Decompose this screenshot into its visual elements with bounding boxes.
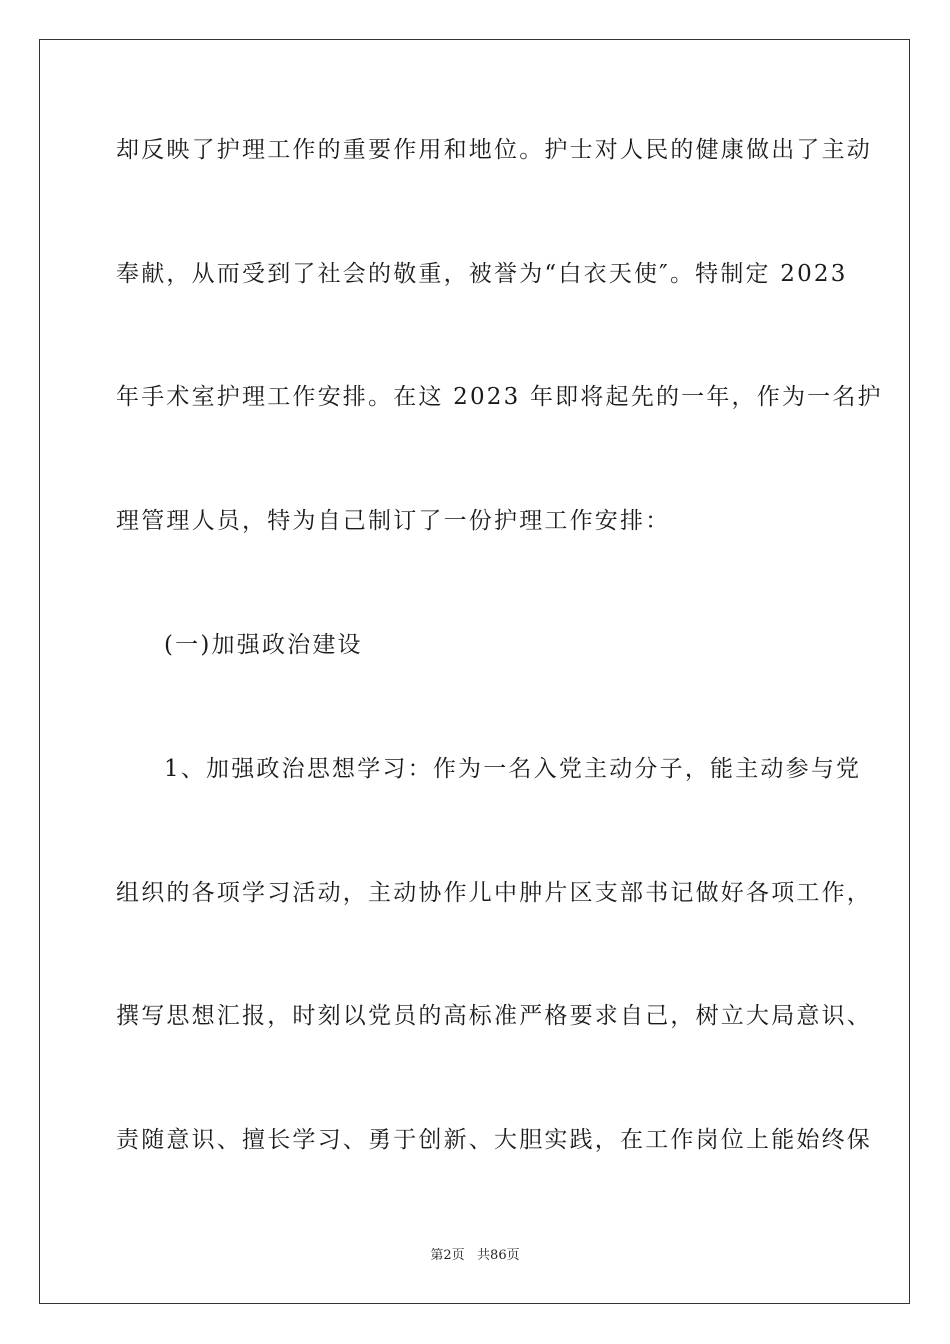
body-text-line: 理管理人员，特为自己制订了一份护理工作安排： (116, 508, 671, 534)
section-heading: (一)加强政治建设 (164, 632, 363, 658)
body-text-line: 责随意识、擅长学习、勇于创新、大胆实践，在工作岗位上能始终保 (116, 1127, 872, 1153)
page-number-footer: 第2页 共86页 (430, 1248, 520, 1263)
body-text-line: 奉献，从而受到了社会的敬重，被誉为“白衣天使″。特制定 2023 (116, 261, 848, 287)
body-text-line: 组织的各项学习活动，主动协作儿中肿片区支部书记做好各项工作， (116, 880, 872, 906)
body-text-line: 撰写思想汇报，时刻以党员的高标准严格要求自己，树立大局意识、 (116, 1003, 872, 1029)
page-border (39, 39, 910, 1304)
body-text-line: 年手术室护理工作安排。在这 2023 年即将起先的一年，作为一名护 (116, 384, 883, 410)
body-text-line: 1、加强政治思想学习：作为一名入党主动分子，能主动参与党 (164, 756, 862, 782)
body-text-line: 却反映了护理工作的重要作用和地位。护士对人民的健康做出了主动 (116, 137, 872, 163)
